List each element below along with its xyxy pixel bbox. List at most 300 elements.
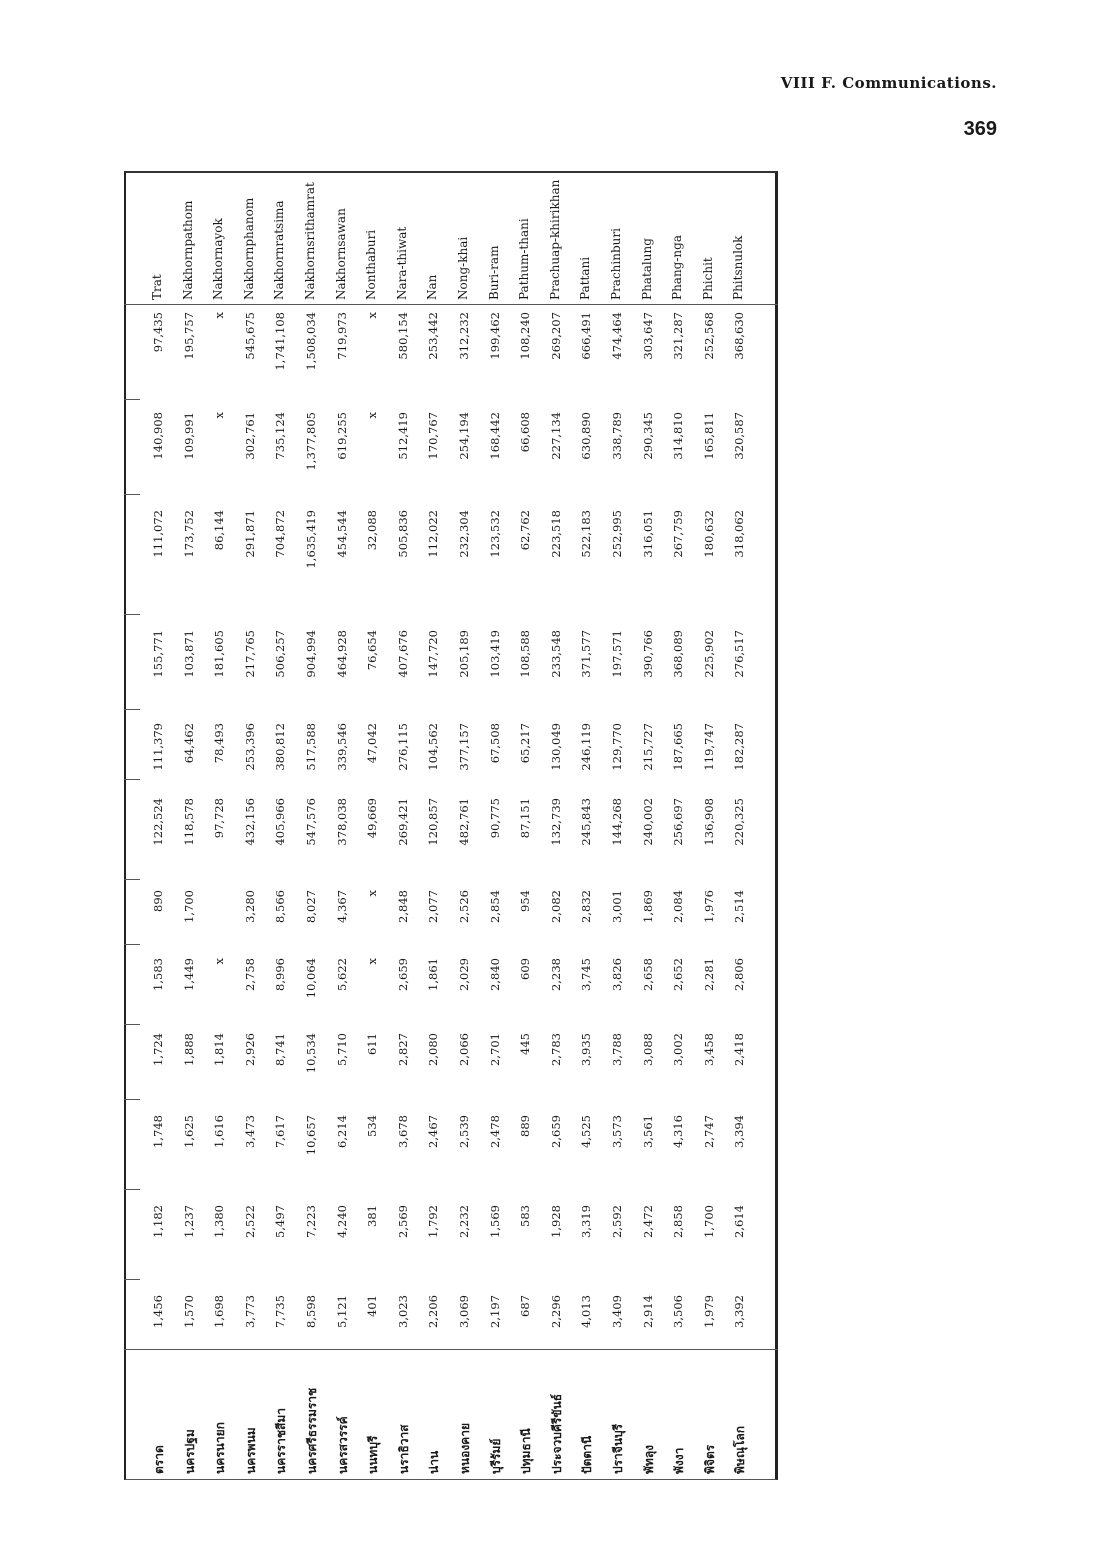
province-thai-name: ตราด xyxy=(152,1445,166,1474)
province-thai-name: นนทบุรี xyxy=(366,1435,381,1474)
table-cell: 2,077 xyxy=(426,890,441,923)
table-cell: 254,194 xyxy=(457,412,471,460)
table-cell: 321,287 xyxy=(671,312,686,360)
table-cell: 2,832 xyxy=(579,890,594,923)
table-cell: 381 xyxy=(365,1205,380,1227)
province-thai-name: ปทุมธานี xyxy=(519,1428,534,1474)
table-cell: 108,588 xyxy=(518,630,533,678)
table-cell: 197,571 xyxy=(610,630,624,678)
province-english-name: Nara-thiwat xyxy=(394,226,409,300)
column-separator xyxy=(124,709,140,710)
table-cell: 407,676 xyxy=(395,630,410,678)
table-cell: 2,084 xyxy=(671,890,686,923)
table-cell: 1,888 xyxy=(181,1033,196,1066)
table-cell: 1,698 xyxy=(212,1295,227,1328)
section-heading: VIII F. Communications. xyxy=(780,74,997,92)
table-cell: 474,464 xyxy=(610,312,624,360)
table-cell: 666,491 xyxy=(579,312,594,360)
table-cell: 3,023 xyxy=(395,1295,410,1328)
table-cell: 147,720 xyxy=(426,630,441,678)
table-cell: 320,587 xyxy=(732,412,747,460)
table-cell: 1,583 xyxy=(151,958,165,991)
table-cell: 66,608 xyxy=(518,412,533,453)
table-cell: x xyxy=(212,412,227,419)
table-cell: 719,973 xyxy=(334,312,349,360)
table-cell: 2,840 xyxy=(487,958,502,991)
table-cell: 86,144 xyxy=(212,510,227,551)
table-cell: 630,890 xyxy=(579,412,594,460)
province-english-name: Pathum-thani xyxy=(517,218,532,300)
table-cell: 318,062 xyxy=(732,510,747,558)
table-cell: 291,871 xyxy=(242,510,257,558)
table-cell: 368,630 xyxy=(732,312,747,360)
table-cell: 2,514 xyxy=(732,890,747,923)
page-number: 369 xyxy=(963,118,997,140)
table-cell: 47,042 xyxy=(365,723,380,764)
table-cell: 583 xyxy=(518,1205,533,1227)
table-cell: 182,287 xyxy=(732,723,747,771)
table-cell: 104,562 xyxy=(426,723,441,771)
table-row xyxy=(205,171,235,1480)
table-cell: 232,304 xyxy=(457,510,471,558)
table-row xyxy=(266,171,296,1480)
province-thai-name: บุรีรัมย์ xyxy=(488,1438,503,1474)
table-cell: 64,462 xyxy=(181,723,196,764)
table-cell: 136,908 xyxy=(701,798,716,846)
table-cell: 3,088 xyxy=(640,1033,655,1066)
table-cell: 377,157 xyxy=(457,723,471,771)
table-cell: 2,658 xyxy=(640,958,655,991)
table-cell: 339,546 xyxy=(334,723,349,771)
province-thai-name: ปราจีนบุรี xyxy=(611,1423,625,1474)
table-cell: 954 xyxy=(518,890,533,912)
province-thai-name: ปัตตานี xyxy=(580,1435,595,1474)
table-cell: 2,029 xyxy=(457,958,471,991)
table-row xyxy=(450,171,480,1480)
table-cell: 2,467 xyxy=(426,1115,441,1148)
table-cell: 49,669 xyxy=(365,798,380,839)
province-thai-name: ประจวบคีรีขันธ์ xyxy=(549,1393,564,1474)
table-row xyxy=(175,171,205,1480)
province-english-name: Nonthaburi xyxy=(364,229,379,300)
column-separator xyxy=(124,879,140,880)
table-cell: 187,665 xyxy=(671,723,686,771)
province-english-name: Buri-ram xyxy=(486,245,501,300)
table-cell: 401 xyxy=(365,1295,380,1317)
province-english-name: Phang-nga xyxy=(670,235,685,300)
table-cell: 1,625 xyxy=(181,1115,196,1148)
province-english-name: Nakhornratsima xyxy=(272,200,287,300)
table-cell: 1,377,805 xyxy=(304,412,318,471)
table-row xyxy=(695,171,725,1480)
table-cell: 4,240 xyxy=(334,1205,349,1238)
table-cell: 67,508 xyxy=(487,723,502,764)
table-cell: 122,524 xyxy=(151,798,165,846)
table-row xyxy=(725,171,755,1480)
table-row xyxy=(603,171,633,1480)
table-cell: 276,115 xyxy=(395,723,410,771)
table-cell: 2,659 xyxy=(395,958,410,991)
province-english-name: Nakhornsrithamrat xyxy=(303,182,317,300)
table-cell: 735,124 xyxy=(273,412,288,460)
province-thai-name: พังงา xyxy=(672,1447,687,1474)
table-cell: 445 xyxy=(518,1033,533,1055)
table-cell: 65,217 xyxy=(518,723,533,764)
province-thai-name: นครปฐม xyxy=(182,1429,197,1474)
table-cell: 2,701 xyxy=(487,1033,502,1066)
table-cell: 2,082 xyxy=(548,890,563,923)
table-cell: 246,119 xyxy=(579,723,594,771)
table-cell: 1,814 xyxy=(212,1033,227,1066)
table-cell: 3,392 xyxy=(732,1295,747,1328)
column-separator xyxy=(124,944,140,945)
table-cell: x xyxy=(365,412,380,419)
province-english-name: Prachuap-khirikhan xyxy=(547,179,562,300)
table-cell: 1,928 xyxy=(548,1205,563,1238)
table-row xyxy=(511,171,541,1480)
table-cell: 1,700 xyxy=(181,890,196,923)
table-row xyxy=(572,171,602,1480)
table-cell: 97,435 xyxy=(151,312,165,353)
table-cell: 2,914 xyxy=(640,1295,655,1328)
table-cell: 378,038 xyxy=(334,798,349,846)
table-cell: 8,996 xyxy=(273,958,288,991)
rotated-statistics-table xyxy=(124,171,778,1480)
table-cell: 368,089 xyxy=(671,630,686,678)
province-thai-name: นครราชสีมา xyxy=(274,1408,289,1474)
table-row xyxy=(419,171,449,1480)
table-cell: 3,561 xyxy=(640,1115,655,1148)
table-cell: 889 xyxy=(518,1115,533,1137)
province-english-name: Nakhornphanom xyxy=(241,197,256,300)
table-cell: 2,539 xyxy=(457,1115,471,1148)
column-separator xyxy=(124,304,778,305)
table-cell: 2,522 xyxy=(242,1205,257,1238)
table-cell: 245,843 xyxy=(579,798,594,846)
table-cell: 10,657 xyxy=(304,1115,318,1156)
table-cell: 2,296 xyxy=(548,1295,563,1328)
column-separator xyxy=(124,614,140,615)
table-cell: 1,569 xyxy=(487,1205,502,1238)
table-cell: 454,544 xyxy=(334,510,349,558)
table-cell: 1,456 xyxy=(151,1295,165,1328)
province-thai-name: นราธิวาส xyxy=(396,1424,411,1474)
table-cell: 3,935 xyxy=(579,1033,594,1066)
province-english-name: Trat xyxy=(150,274,164,300)
table-row xyxy=(236,171,266,1480)
table-cell: 2,659 xyxy=(548,1115,563,1148)
table-cell: 195,757 xyxy=(181,312,196,360)
table-cell: 3,745 xyxy=(579,958,594,991)
table-row xyxy=(389,171,419,1480)
table-cell: 3,788 xyxy=(610,1033,624,1066)
table-cell: 10,064 xyxy=(304,958,318,999)
table-cell: 2,478 xyxy=(487,1115,502,1148)
table-cell: 545,675 xyxy=(242,312,257,360)
table-cell: 253,442 xyxy=(426,312,441,360)
table-cell: 482,761 xyxy=(457,798,471,846)
table-cell: 1,861 xyxy=(426,958,441,991)
table-cell: 3,773 xyxy=(242,1295,257,1328)
table-cell: 904,994 xyxy=(304,630,318,678)
table-cell: 108,240 xyxy=(518,312,533,360)
table-row xyxy=(328,171,358,1480)
table-cell: 4,316 xyxy=(671,1115,686,1148)
table-cell: 3,002 xyxy=(671,1033,686,1066)
province-thai-name: พิจิตร xyxy=(702,1444,717,1474)
table-cell: 112,022 xyxy=(426,510,441,558)
table-cell: 432,156 xyxy=(242,798,257,846)
table-cell: 130,049 xyxy=(548,723,563,771)
table-cell: 2,569 xyxy=(395,1205,410,1238)
table-cell: 3,001 xyxy=(610,890,624,923)
table-cell: 2,758 xyxy=(242,958,257,991)
table-cell: 1,380 xyxy=(212,1205,227,1238)
table-cell: 3,458 xyxy=(701,1033,716,1066)
table-row xyxy=(542,171,572,1480)
table-cell: 1,724 xyxy=(151,1033,165,1066)
table-cell: 2,238 xyxy=(548,958,563,991)
table-cell: 506,257 xyxy=(273,630,288,678)
column-separator xyxy=(124,494,140,495)
table-cell: 1,449 xyxy=(181,958,196,991)
table-cell: 1,748 xyxy=(151,1115,165,1148)
column-separator xyxy=(124,1349,778,1350)
table-cell: 165,811 xyxy=(701,412,716,460)
table-cell: 1,635,419 xyxy=(304,510,318,569)
table-cell: 87,151 xyxy=(518,798,533,839)
table-cell: 4,525 xyxy=(579,1115,594,1148)
table-cell: 276,517 xyxy=(732,630,747,678)
table-cell: 8,741 xyxy=(273,1033,288,1066)
table-cell: 170,767 xyxy=(426,412,441,460)
table-cell: 3,473 xyxy=(242,1115,257,1148)
province-english-name: Phatalung xyxy=(639,238,654,300)
table-cell: 4,013 xyxy=(579,1295,594,1328)
table-cell: 227,134 xyxy=(548,412,563,460)
province-thai-name: นครสวรรค์ xyxy=(335,1416,350,1474)
table-cell: 2,858 xyxy=(671,1205,686,1238)
table-cell: 2,652 xyxy=(671,958,686,991)
province-english-name: Nakhornpathom xyxy=(180,200,195,300)
table-cell: 2,206 xyxy=(426,1295,441,1328)
province-thai-name: นครนายก xyxy=(213,1422,228,1474)
table-cell: 119,747 xyxy=(701,723,716,771)
table-cell: 32,088 xyxy=(365,510,380,551)
table-cell: 1,869 xyxy=(640,890,655,923)
table-cell: x xyxy=(212,958,227,965)
province-english-name: Nan xyxy=(425,274,440,300)
table-cell: 4,367 xyxy=(334,890,349,923)
table-cell: 220,325 xyxy=(732,798,747,846)
table-cell: 7,735 xyxy=(273,1295,288,1328)
table-cell: 129,770 xyxy=(610,723,624,771)
table-cell: 505,836 xyxy=(395,510,410,558)
table-cell: 2,066 xyxy=(457,1033,471,1066)
table-cell: 173,752 xyxy=(181,510,196,558)
table-cell: 120,857 xyxy=(426,798,441,846)
table-cell: 181,605 xyxy=(212,630,227,678)
table-cell: 97,728 xyxy=(212,798,227,839)
table-cell: 1,570 xyxy=(181,1295,196,1328)
table-row xyxy=(297,171,327,1480)
table-cell: x xyxy=(365,958,380,965)
table-cell: 252,568 xyxy=(701,312,716,360)
table-cell: 1,700 xyxy=(701,1205,716,1238)
column-separator xyxy=(124,399,140,400)
table-cell: 3,506 xyxy=(671,1295,686,1328)
table-cell: 517,588 xyxy=(304,723,318,771)
table-cell: 1,741,108 xyxy=(273,312,288,371)
table-cell: 1,237 xyxy=(181,1205,196,1238)
table-cell: 123,532 xyxy=(487,510,502,558)
table-cell: 2,827 xyxy=(395,1033,410,1066)
table-cell: 3,678 xyxy=(395,1115,410,1148)
table-cell: 2,926 xyxy=(242,1033,257,1066)
province-english-name: Phitsnulok xyxy=(731,235,746,300)
table-row xyxy=(481,171,511,1480)
table-cell: x xyxy=(365,312,380,319)
table-cell: x xyxy=(365,890,380,897)
table-cell: 3,280 xyxy=(242,890,257,923)
table-cell: 2,418 xyxy=(732,1033,747,1066)
province-english-name: Prachinburi xyxy=(609,228,623,300)
table-cell: 103,871 xyxy=(181,630,196,678)
table-cell: 580,154 xyxy=(395,312,410,360)
province-english-name: Phichit xyxy=(700,257,715,300)
table-cell: 217,765 xyxy=(242,630,257,678)
province-thai-name: นครพนม xyxy=(243,1427,258,1474)
table-cell: 223,518 xyxy=(548,510,563,558)
table-cell: 2,472 xyxy=(640,1205,655,1238)
table-cell: 90,775 xyxy=(487,798,502,839)
table-cell: 1,792 xyxy=(426,1205,441,1238)
table-cell: 253,396 xyxy=(242,723,257,771)
table-cell: 512,419 xyxy=(395,412,410,460)
table-cell: 256,697 xyxy=(671,798,686,846)
table-cell: 1,508,034 xyxy=(304,312,318,371)
table-cell: 2,592 xyxy=(610,1205,624,1238)
table-cell: 5,710 xyxy=(334,1033,349,1066)
table-cell: 312,232 xyxy=(457,312,471,360)
table-cell: 5,497 xyxy=(273,1205,288,1238)
table-row xyxy=(358,171,388,1480)
table-row xyxy=(664,171,694,1480)
table-cell: 890 xyxy=(151,890,165,912)
table-cell: 2,854 xyxy=(487,890,502,923)
column-separator xyxy=(124,779,140,780)
table-cell: 111,072 xyxy=(151,510,165,558)
table-row xyxy=(144,171,174,1480)
table-row xyxy=(634,171,664,1480)
table-cell: 547,576 xyxy=(304,798,318,846)
table-cell: 103,419 xyxy=(487,630,502,678)
table-cell: 619,255 xyxy=(334,412,349,460)
table-cell: x xyxy=(212,312,227,319)
province-english-name: Nakhornsawan xyxy=(333,208,348,300)
table-cell: 2,080 xyxy=(426,1033,441,1066)
province-english-name: Pattani xyxy=(578,256,593,300)
table-cell: 78,493 xyxy=(212,723,227,764)
table-cell: 3,409 xyxy=(610,1295,624,1328)
table-cell: 8,598 xyxy=(304,1295,318,1328)
table-cell: 118,578 xyxy=(181,798,196,846)
table-cell: 1,616 xyxy=(212,1115,227,1148)
table-cell: 2,848 xyxy=(395,890,410,923)
table-cell: 267,759 xyxy=(671,510,686,558)
table-cell: 7,223 xyxy=(304,1205,318,1238)
table-cell: 240,002 xyxy=(640,798,655,846)
province-thai-name: นครศรีธรรมราช xyxy=(305,1387,319,1474)
table-cell: 168,442 xyxy=(487,412,502,460)
table-cell: 534 xyxy=(365,1115,380,1137)
table-cell: 3,069 xyxy=(457,1295,471,1328)
table-cell: 3,319 xyxy=(579,1205,594,1238)
column-separator xyxy=(124,1099,140,1100)
table-cell: 2,614 xyxy=(732,1205,747,1238)
table-cell: 233,548 xyxy=(548,630,563,678)
table-cell: 5,622 xyxy=(334,958,349,991)
table-cell: 611 xyxy=(365,1033,380,1055)
province-thai-name: น่าน xyxy=(427,1450,442,1474)
table-cell: 155,771 xyxy=(151,630,165,678)
table-cell: 405,966 xyxy=(273,798,288,846)
column-separator xyxy=(124,1024,140,1025)
table-cell: 290,345 xyxy=(640,412,655,460)
table-cell: 2,232 xyxy=(457,1205,471,1238)
table-cell: 2,526 xyxy=(457,890,471,923)
table-cell: 303,647 xyxy=(640,312,655,360)
table-cell: 3,394 xyxy=(732,1115,747,1148)
table-cell: 338,789 xyxy=(610,412,624,460)
table-cell: 252,995 xyxy=(610,510,624,558)
table-cell: 1,182 xyxy=(151,1205,165,1238)
table-cell: 225,902 xyxy=(701,630,716,678)
province-thai-name: หนองคาย xyxy=(458,1423,472,1474)
table-cell: 205,189 xyxy=(457,630,471,678)
table-cell: 3,826 xyxy=(610,958,624,991)
table-cell: 215,727 xyxy=(640,723,655,771)
table-cell: 180,632 xyxy=(701,510,716,558)
table-cell: 62,762 xyxy=(518,510,533,551)
table-cell: 144,268 xyxy=(610,798,624,846)
table-cell: 109,991 xyxy=(181,412,196,460)
table-cell: 5,121 xyxy=(334,1295,349,1328)
table-cell: 140,908 xyxy=(151,412,165,460)
table-cell: 3,573 xyxy=(610,1115,624,1148)
table-cell: 2,197 xyxy=(487,1295,502,1328)
table-cell: 2,281 xyxy=(701,958,716,991)
province-english-name: Nakhornayok xyxy=(211,218,226,300)
table-cell: 111,379 xyxy=(151,723,165,771)
table-cell: 199,462 xyxy=(487,312,502,360)
table-cell: 704,872 xyxy=(273,510,288,558)
table-cell: 2,783 xyxy=(548,1033,563,1066)
table-cell: 1,979 xyxy=(701,1295,716,1328)
province-thai-name: พิษณุโลก xyxy=(733,1425,748,1474)
table-cell: 464,928 xyxy=(334,630,349,678)
table-cell: 2,806 xyxy=(732,958,747,991)
table-cell: 522,183 xyxy=(579,510,594,558)
table-cell: 380,812 xyxy=(273,723,288,771)
table-cell: 269,421 xyxy=(395,798,410,846)
table-cell: 314,810 xyxy=(671,412,686,460)
table-cell: 76,654 xyxy=(365,630,380,671)
table-cell: 132,739 xyxy=(548,798,563,846)
table-cell: 371,577 xyxy=(579,630,594,678)
table-cell: 6,214 xyxy=(334,1115,349,1148)
table-cell: 8,566 xyxy=(273,890,288,923)
